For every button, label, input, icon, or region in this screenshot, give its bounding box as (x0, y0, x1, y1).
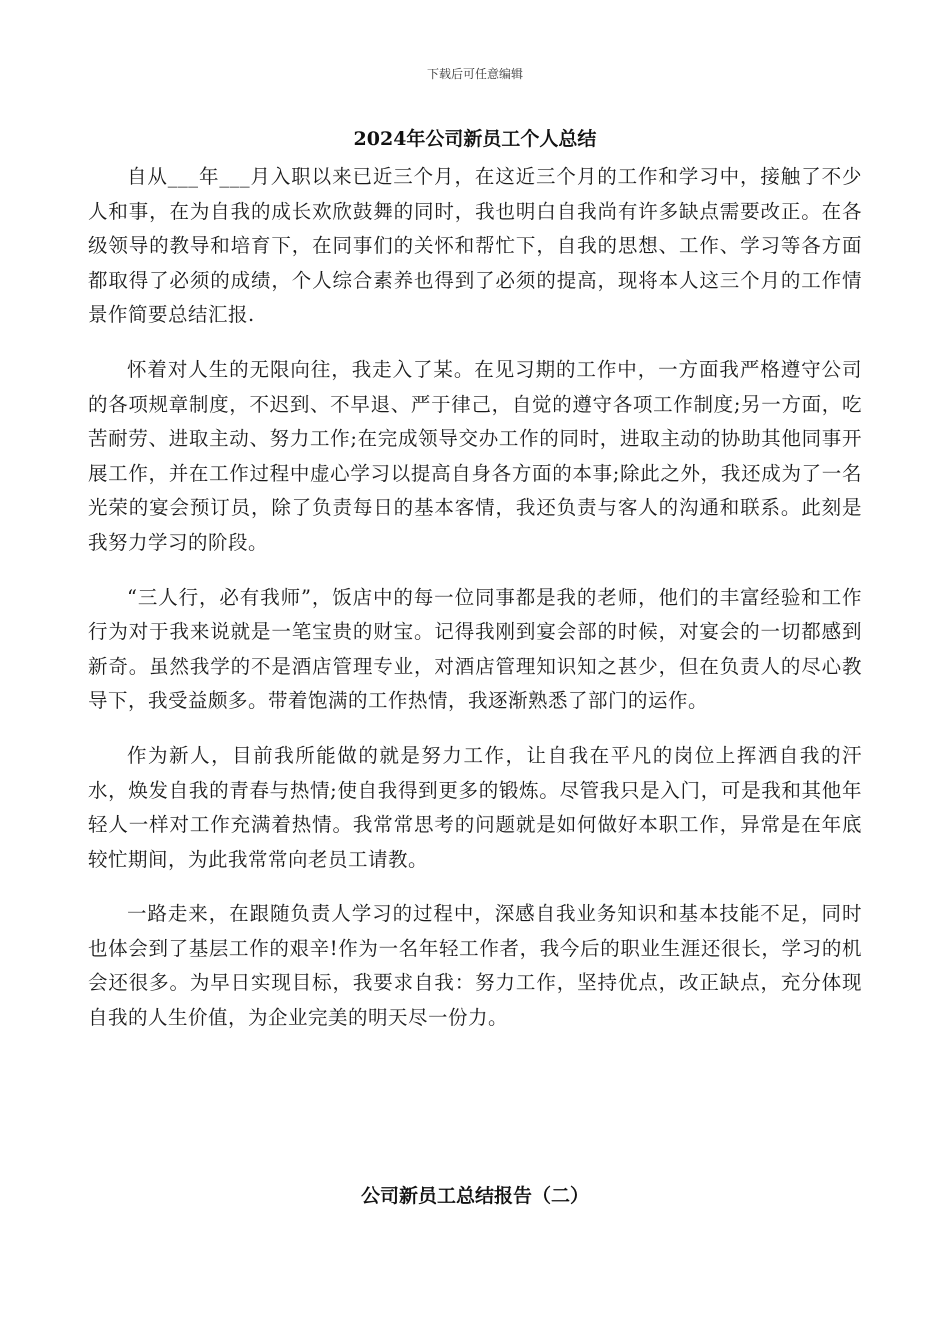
paragraph-4: 作为新人，目前我所能做的就是努力工作，让自我在平凡的岗位上挥洒自我的汗水，焕发自我的青春与热情;使自我得到更多的锻炼。尽管我只是入门，可是我和其他年轻人一样对工作充满着热情。我常常思考的问题就是如何做好本职工作，异常是在年底较忙期间，为此我常常向老员工请教。 (88, 743, 862, 871)
header-note: 下载后可任意编辑 (426, 67, 523, 81)
paragraph-2: 怀着对人生的无限向往，我走入了某。在见习期的工作中，一方面我严格遵守公司的各项规章制度，不迟到、不早退、严于律己，自觉的遵守各项工作制度;另一方面，吃苦耐劳、进取主动、努力工作;在完成领导交办工作的同时，进取主动的协助其他同事开展工作，并在工作过程中虚心学习以提高自身各方面的本事;除此之外，我还成为了一名光荣的宴会预订员，除了负责每日的基本客情，我还负责与客人的沟通和联系。此刻是我努力学习的阶段。 (88, 357, 862, 554)
paragraph-5: 一路走来，在跟随负责人学习的过程中，深感自我业务知识和基本技能不足，同时也体会到了基层工作的艰辛!作为一名年轻工作者，我今后的职业生涯还很长，学习的机会还很多。为早日实现目标，我要求自我：努力工作，坚持优点，改正缺点，充分体现自我的人生价值，为企业完美的明天尽一份力。 (88, 902, 862, 1030)
paragraph-3: “三人行，必有我师”，饭店中的每一位同事都是我的老师，他们的丰富经验和工作行为对于我来说就是一笔宝贵的财宝。记得我刚到宴会部的时候，对宴会的一切都感到新奇。虽然我学的不是酒店管理专业，对酒店管理知识知之甚少，但在负责人的尽心教导下，我受益颇多。带着饱满的工作热情，我逐渐熟悉了部门的运作。 (88, 585, 862, 713)
document-title: 2024年公司新员工个人总结 (353, 128, 597, 150)
paragraph-1: 自从___年___月入职以来已近三个月，在这近三个月的工作和学习中，接触了不少人和事，在为自我的成长欢欣鼓舞的同时，我也明白自我尚有许多缺点需要改正。在各级领导的教导和培育下，在同事们的关怀和帮忙下，自我的思想、工作、学习等各方面都取得了必须的成绩，个人综合素养也得到了必须的提高，现将本人这三个月的工作情景作简要总结汇报. (88, 165, 862, 327)
document-body (88, 160, 862, 1056)
section-title-2: 公司新员工总结报告（二） (360, 1185, 589, 1207)
